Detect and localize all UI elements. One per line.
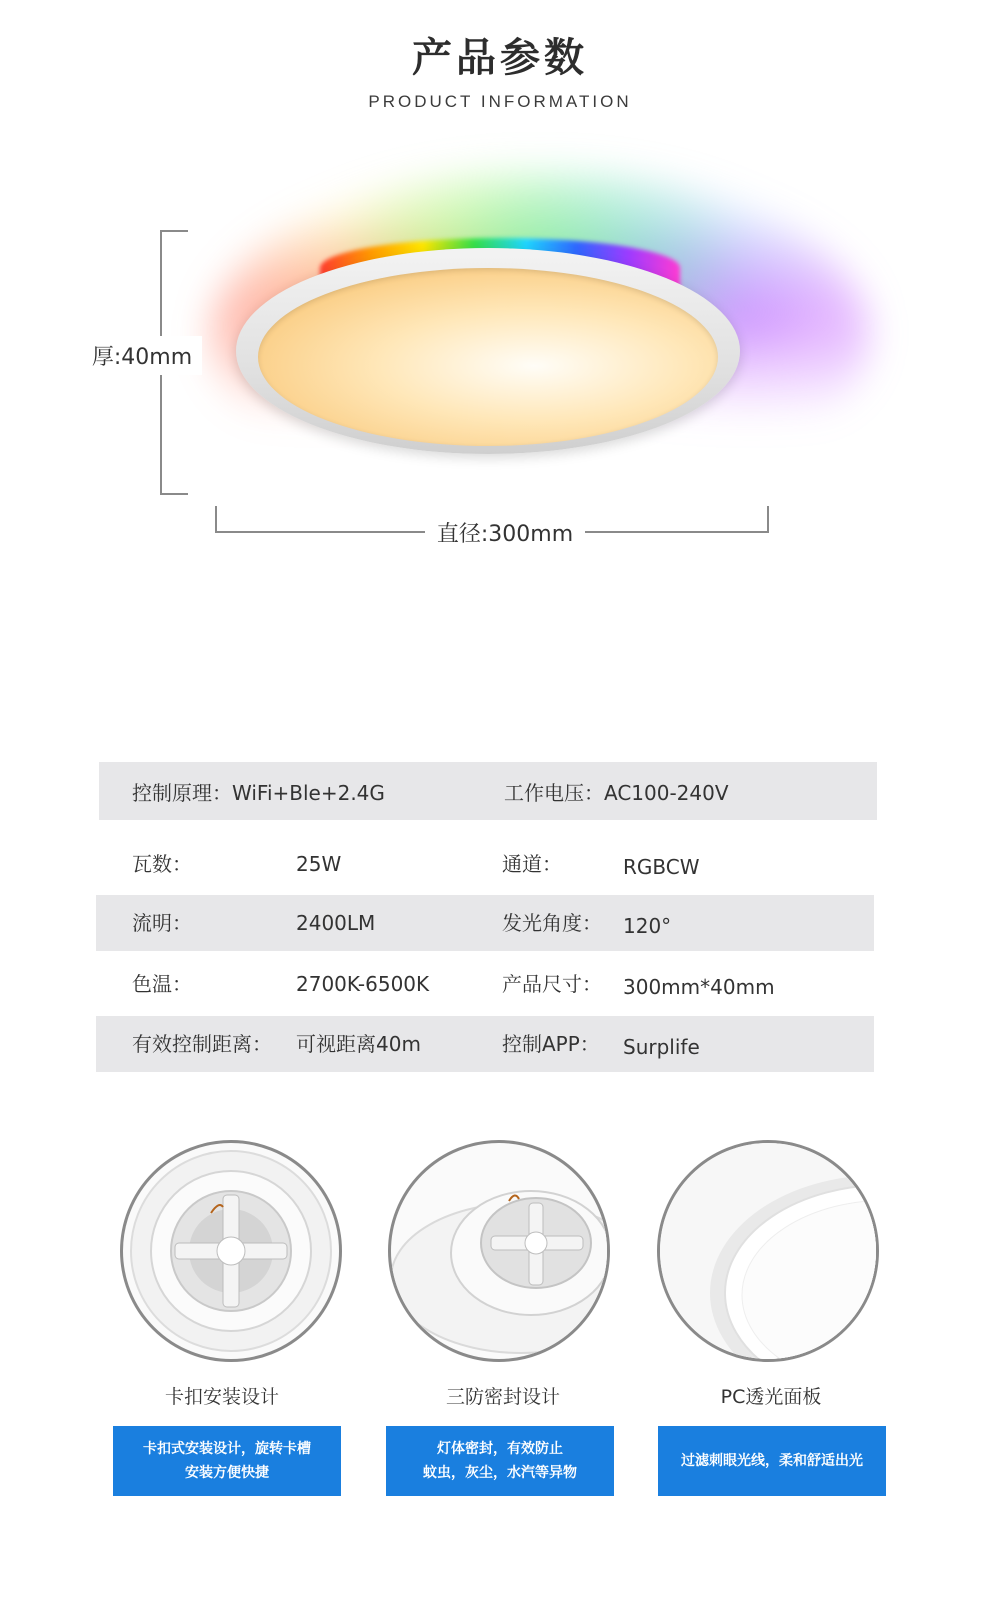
spec-key: 通道： [502,852,562,876]
spec-value: Surplife [623,1035,700,1059]
lamp-diffuser [258,268,718,446]
spec-value: 25W [296,852,342,876]
spec-value: 300mm*40mm [623,975,775,999]
spec-key: 产品尺寸： [502,972,602,996]
spec-value: 120° [623,914,672,938]
feature-description-box [658,1426,886,1496]
feature-description-line: 过滤刺眼光线，柔和舒适出光 [681,1453,863,1469]
feature-title: PC透光面板 [720,1386,822,1408]
dimension-tick [160,230,188,232]
mount-bracket-icon [123,1143,339,1359]
spec-row [96,956,874,1012]
dimension-line [215,531,425,533]
feature-description-line: 灯体密封，有效防止 [437,1441,563,1457]
spec-row [96,836,874,892]
spec-row-header [99,762,877,820]
feature-description-line: 蚊虫，灰尘，水汽等异物 [423,1465,577,1481]
dimension-tick [215,506,217,533]
feature-title: 卡扣安装设计 [164,1386,279,1408]
diameter-label: 直径:300mm [436,522,574,547]
spec-voltage: 工作电压：AC100-240V [504,781,729,805]
feature-title: 三防密封设计 [445,1386,560,1408]
feature-description-line: 安装方便快捷 [185,1465,269,1481]
feature-image-clip-mount [120,1140,342,1362]
spec-key: 发光角度： [502,911,602,935]
spec-value: RGBCW [623,855,700,879]
spec-key: 有效控制距离： [132,1032,272,1056]
feature-description-line: 卡扣式安装设计，旋转卡槽 [143,1441,311,1457]
page-subtitle: PRODUCT INFORMATION [368,92,632,111]
spec-row [96,1016,874,1072]
feature-description-box [113,1426,341,1496]
spec-value: 2400LM [296,911,376,935]
spec-key: 控制APP： [502,1032,600,1056]
spec-value: 可视距离40m [296,1032,421,1056]
spec-value: 2700K-6500K [296,972,430,996]
dimension-tick [160,493,188,495]
pc-panel-icon [660,1143,876,1359]
spec-control-principle: 控制原理：WiFi+Ble+2.4G [132,781,385,805]
dimension-tick [767,506,769,533]
feature-description-box [386,1426,614,1496]
sealed-lamp-icon [391,1143,607,1359]
spec-key: 瓦数： [132,852,192,876]
dimension-line [585,531,769,533]
spec-row [96,895,874,951]
feature-image-sealed-design [388,1140,610,1362]
spec-key: 色温： [132,972,192,996]
feature-image-pc-panel [657,1140,879,1362]
spec-key: 流明： [132,911,192,935]
thickness-label: 厚:40mm [82,336,202,375]
page-title: 产品参数 [412,35,588,81]
